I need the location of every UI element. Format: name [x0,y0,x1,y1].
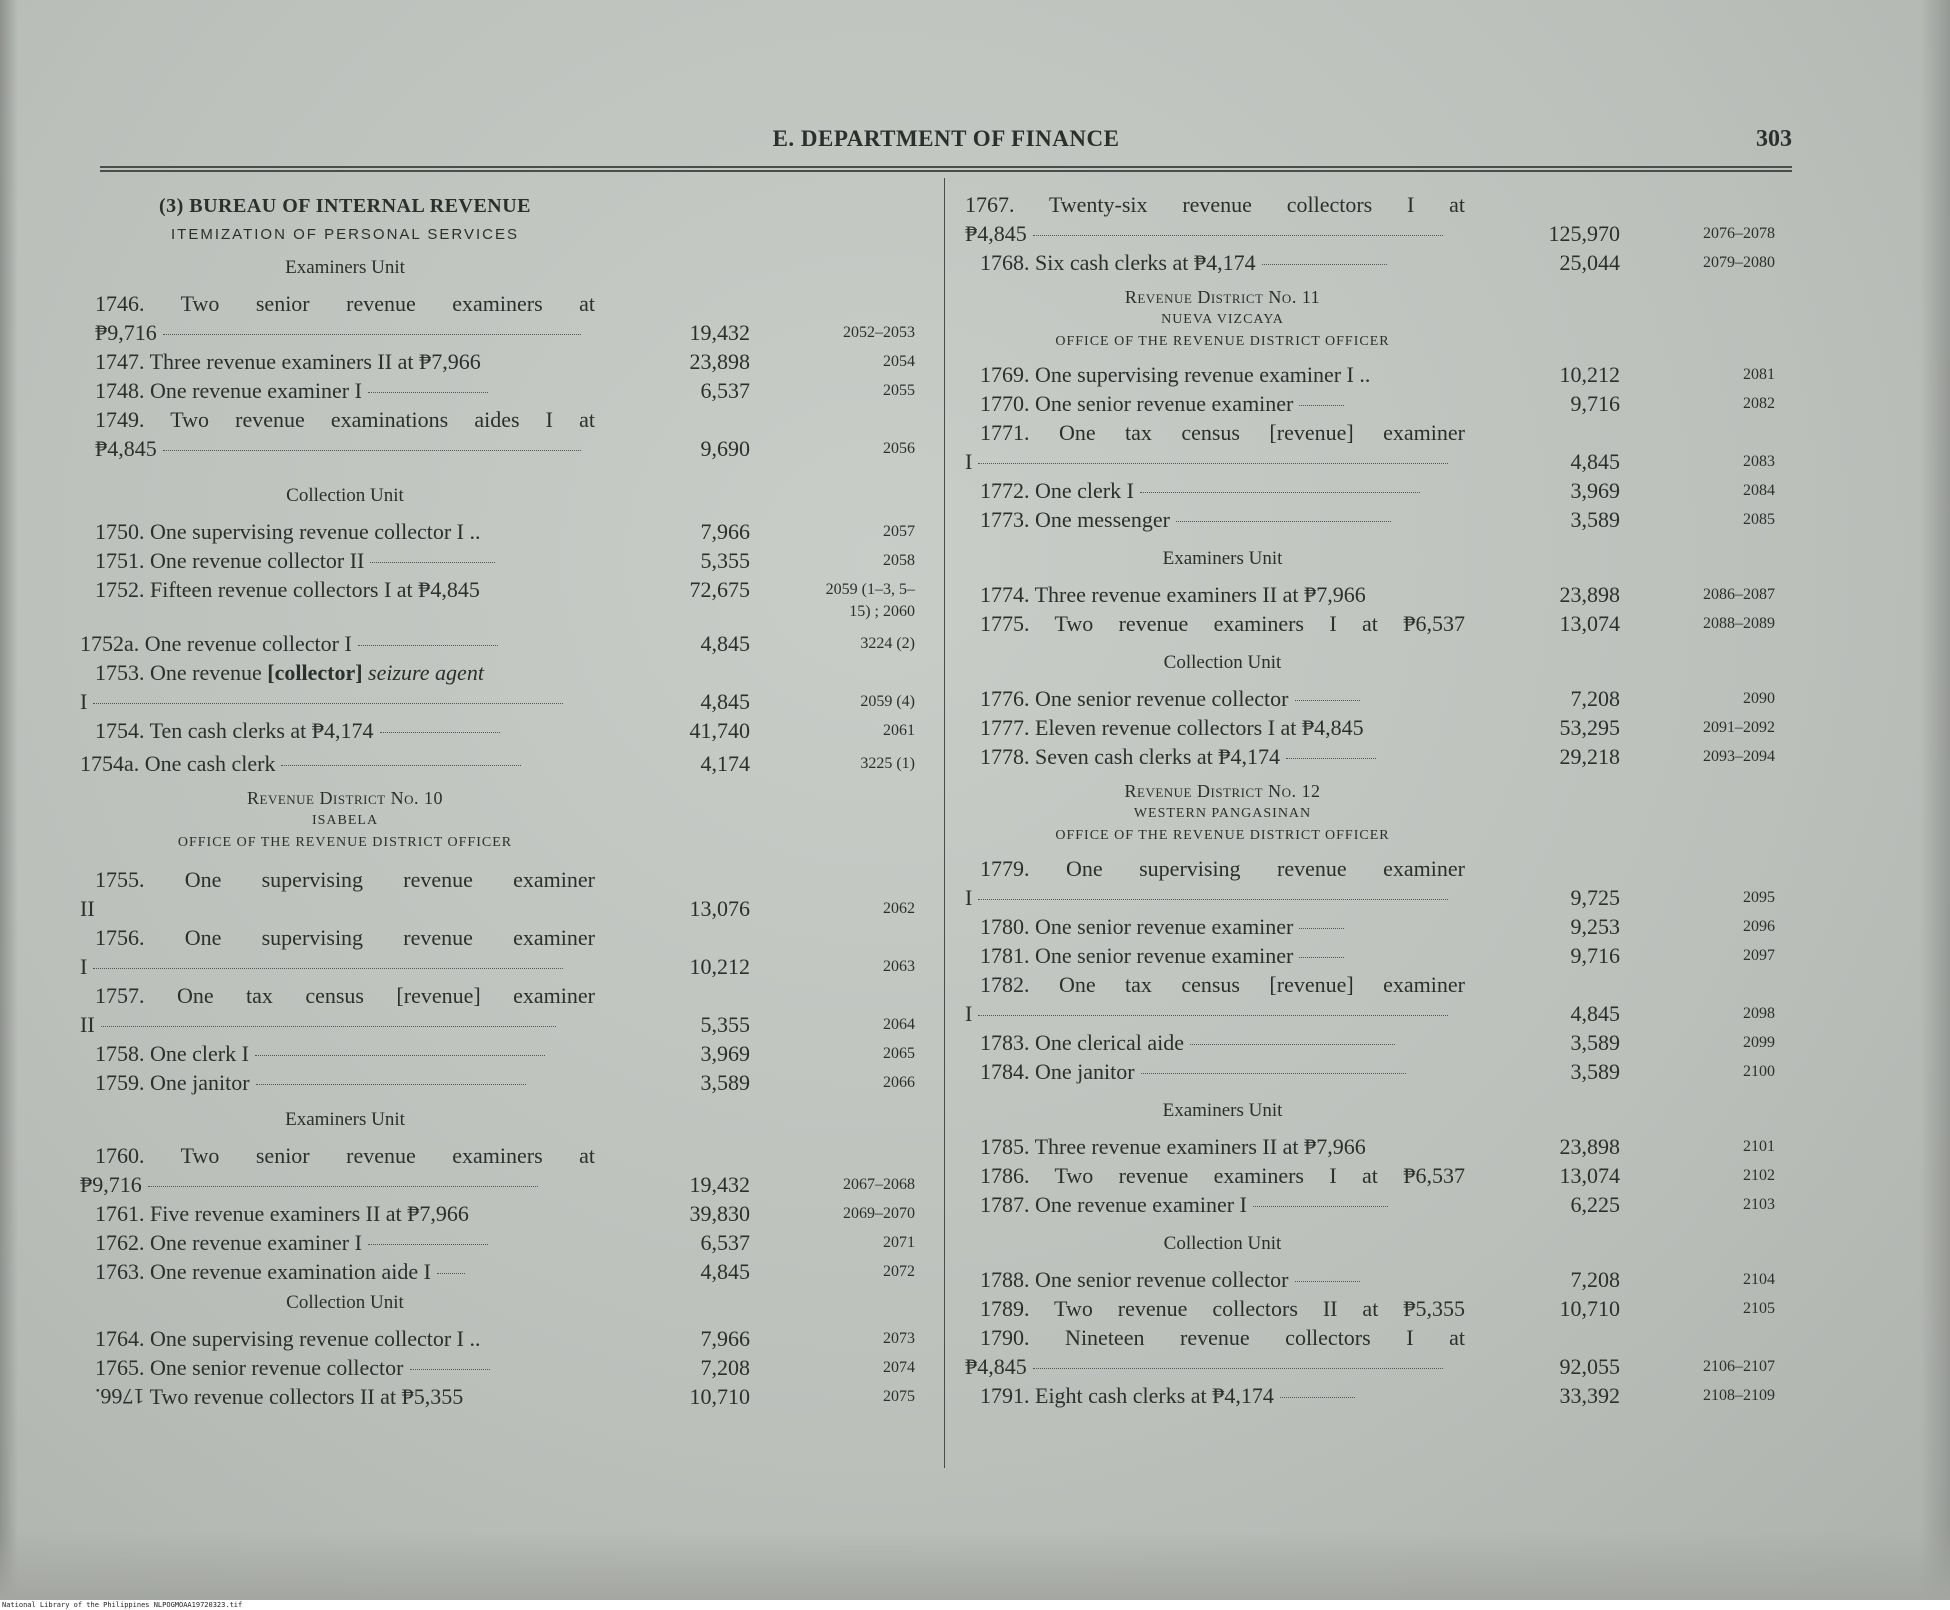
item-reference: 2059 (4) [860,693,915,710]
item-description: Two revenue collectors II at ₱5,355 [144,1384,464,1409]
item-reference: 2056 [883,440,915,457]
item-reference: 2058 [883,552,915,569]
line-item [95,517,915,546]
section-title: (3) BUREAU OF INTERNAL REVENUE [158,195,532,217]
item-description: 1757. One tax census [revenue] examiner [95,983,595,1008]
item-amount: 3,589 [1570,1059,1620,1084]
header-rule-bottom [100,170,1792,172]
line-item [965,912,1775,941]
leader-dots [1299,928,1344,929]
district-heading: Revenue District No. 12 [1124,781,1321,801]
item-description: 1751. One revenue collector II [95,548,365,573]
item-description: 1759. One janitor [95,1070,250,1095]
leader-dots [1033,235,1443,236]
item-description: 1787. One revenue examiner I [980,1192,1247,1217]
item-description: 1774. Three revenue examiners II at ₱7,966 [980,582,1366,607]
item-amount: 3,589 [1570,507,1620,532]
item-description: 1754a. One cash clerk [80,751,276,776]
item-description: 1748. One revenue examiner I [95,378,362,403]
item-description: 1778. Seven cash clerks at ₱4,174 [980,744,1280,769]
page-edge-shadow-right [1920,0,1950,1600]
line-item [965,742,1775,771]
line-item [95,1068,915,1097]
item-description: 1763. One revenue examination aide I [95,1259,431,1284]
line-item [95,716,915,745]
line-item [95,1257,915,1286]
leader-dots [978,463,1448,464]
item-amount: 23,898 [1559,582,1620,607]
item-reference: 3224 (2) [860,635,915,652]
item-description: 1755. One supervising revenue examiner [95,867,595,892]
leader-dots [1190,1044,1395,1045]
item-description: 1767. Twenty-six revenue collectors I at [965,192,1465,217]
line-item [965,190,1775,248]
leader-dots [163,334,581,335]
item-amount: 13,074 [1559,1163,1620,1188]
unit-heading: Collection Unit [1163,652,1282,673]
item-reference: 2054 [883,353,915,370]
leader-dots [380,732,500,733]
item-description: 1752. Fifteen revenue collectors I at ₱4,845 [95,577,480,602]
page-number: 303 [1756,126,1792,152]
leader-dots [978,1015,1448,1016]
item-reference: 2096 [1743,918,1775,935]
line-item [965,1323,1775,1381]
line-item [95,1039,915,1068]
line-item [80,981,915,1039]
line-item [95,1353,915,1382]
line-item [965,854,1775,912]
item-amount: 125,970 [1548,221,1620,246]
item-reference: 2100 [1743,1063,1775,1080]
scan-footer-text: National Library of the Philippines NLPOGMOAA19720323.tif [2,1601,243,1609]
item-reference: 2108–2109 [1703,1387,1775,1404]
item-amount: 23,898 [689,349,750,374]
item-reference: 2086–2087 [1703,586,1775,603]
item-amount: 4,845 [1570,449,1620,474]
item-description: 1750. One supervising revenue collector I .. [95,519,481,544]
line-item [965,418,1775,476]
line-item [965,1132,1775,1161]
leader-dots [93,703,563,704]
item-amount: 7,208 [1570,686,1620,711]
item-description: 1770. One senior revenue examiner [980,391,1294,416]
unit-heading: Examiners Unit [1162,548,1283,569]
leader-dots [256,1084,526,1085]
district-place: ISABELA [311,813,379,828]
item-reference: 2074 [883,1359,915,1376]
line-item [95,405,915,463]
line-item [965,580,1775,609]
item-reference: 2105 [1743,1300,1775,1317]
leader-dots [978,899,1448,900]
item-description-cont: I [80,689,88,714]
item-reference: 2093–2094 [1703,748,1775,765]
page-edge-shadow-left [0,0,18,1600]
leader-dots [368,392,488,393]
leader-dots [281,765,521,766]
leader-dots [1280,1397,1355,1398]
leader-dots [1033,1368,1443,1369]
item-amount: 6,537 [700,378,750,403]
item-reference: 2103 [1743,1196,1775,1213]
item-reference: 2076–2078 [1703,225,1775,242]
item-description-cont: ₱4,845 [95,436,157,461]
unit-heading: Collection Unit [286,485,404,506]
item-amount: 4,174 [700,751,750,776]
item-amount: 13,074 [1559,611,1620,636]
unit-heading: Examiners Unit [1162,1100,1283,1121]
item-description-cont: II [80,1012,95,1037]
line-item [965,713,1775,742]
section-subtitle: ITEMIZATION OF PERSONAL SERVICES [171,226,519,243]
item-description: 1789. Two revenue collectors II at ₱5,355 [980,1296,1465,1321]
italic-insertion: seizure agent [362,660,484,685]
item-reference: 2063 [883,958,915,975]
item-description: 1783. One clerical aide [980,1030,1185,1055]
item-description: 1761. Five revenue examiners II at ₱7,966 [95,1201,469,1226]
item-amount: 3,969 [1570,478,1620,503]
item-amount: 9,690 [700,436,750,461]
leader-dots [410,1369,490,1370]
item-amount: 39,830 [689,1201,750,1226]
item-description: 1790. Nineteen revenue collectors I at [980,1325,1465,1350]
leader-dots [1295,1281,1360,1282]
item-description: 1788. One senior revenue collector [980,1267,1289,1292]
item-description-cont: I [965,449,973,474]
leader-dots [101,1026,556,1027]
line-item [80,658,915,716]
item-amount: 92,055 [1559,1354,1620,1379]
item-reference: 2065 [883,1045,915,1062]
page-header [100,122,1792,162]
page-title: E. DEPARTMENT OF FINANCE [772,126,1120,151]
item-reference: 2095 [1743,889,1775,906]
item-amount: 3,589 [700,1070,750,1095]
leader-dots [1299,405,1344,406]
item-amount: 5,355 [700,548,750,573]
item-description-cont: II [80,896,95,921]
item-reference: 2066 [883,1074,915,1091]
item-reference: 2106–2107 [1703,1358,1775,1375]
item-description: 1754. Ten cash clerks at ₱4,174 [95,718,374,743]
unit-heading: Examiners Unit [285,257,405,278]
line-item [95,1199,915,1228]
item-description: 1749. Two revenue examinations aides I at [95,407,595,432]
line-item [965,505,1775,534]
item-description-cont: I [965,1001,973,1026]
item-amount: 29,218 [1559,744,1620,769]
item-amount: 7,966 [700,519,750,544]
item-amount: 7,208 [1570,1267,1620,1292]
item-amount: 4,845 [700,631,750,656]
item-amount: 72,675 [689,577,750,602]
district-office: OFFICE OF THE REVENUE DISTRICT OFFICER [177,835,513,850]
line-item [95,347,915,376]
item-amount: 23,898 [1559,1134,1620,1159]
item-reference: 2097 [1743,947,1775,964]
item-amount: 4,845 [700,689,750,714]
right-column [965,190,1775,1410]
leader-dots [1141,1073,1406,1074]
line-item [965,970,1775,1028]
item-description: 1758. One clerk I [95,1041,249,1066]
item-description: 1768. Six cash clerks at ₱4,174 [980,250,1256,275]
item-description: 1752a. One revenue collector I [80,631,352,656]
bracketed-deletion: [collector] [267,660,363,685]
item-reference: 2069–2070 [843,1205,915,1222]
item-reference: 2071 [883,1234,915,1251]
item-description: 1776. One senior revenue collector [980,686,1289,711]
line-item [95,289,915,347]
item-number-inverted: 1766. [95,1384,145,1409]
district-office: OFFICE OF THE REVENUE DISTRICT OFFICER [1055,828,1390,843]
item-amount: 5,355 [700,1012,750,1037]
item-description: 1786. Two revenue examiners I at ₱6,537 [980,1163,1465,1188]
item-reference: 2064 [883,1016,915,1033]
item-description: 1765. One senior revenue collector [95,1355,404,1380]
line-item [95,575,915,629]
item-reference: 2061 [883,722,915,739]
item-amount: 19,432 [689,1172,750,1197]
item-description-cont: ₱9,716 [95,320,157,345]
item-description-cont: ₱4,845 [965,1354,1027,1379]
leader-dots [370,562,495,563]
item-reference: 2082 [1743,395,1775,412]
item-description: 1746. Two senior revenue examiners at [95,291,595,316]
line-item [965,1381,1775,1410]
leader-dots [93,968,563,969]
item-reference-cont: 15) ; 2060 [849,603,915,620]
line-item [965,1028,1775,1057]
district-heading: Revenue District No. 11 [1124,287,1321,307]
item-description: 1782. One tax census [revenue] examiner [980,972,1465,997]
leader-dots [1299,957,1344,958]
line-item [80,923,915,981]
leader-dots [358,645,498,646]
item-description: 1777. Eleven revenue collectors I at ₱4,845 [980,715,1364,740]
scan-footer-strip [0,1600,1950,1610]
line-item [965,1190,1775,1219]
item-amount: 7,208 [700,1355,750,1380]
item-amount: 6,537 [700,1230,750,1255]
line-item [965,1294,1775,1323]
line-item [965,248,1775,277]
item-description: 1779. One supervising revenue examiner [980,856,1465,881]
leader-dots [255,1055,545,1056]
item-reference: 2101 [1743,1138,1775,1155]
line-item [965,1265,1775,1294]
item-description: 1781. One senior revenue examiner [980,943,1294,968]
leader-dots [148,1186,538,1187]
line-item [965,389,1775,418]
item-reference: 2085 [1743,511,1775,528]
item-description: 1756. One supervising revenue examiner [95,925,595,950]
item-amount: 10,212 [689,954,750,979]
item-reference: 2062 [883,900,915,917]
leader-dots [1253,1206,1388,1207]
item-amount: 10,710 [1559,1296,1620,1321]
item-description-cont: ₱9,716 [80,1172,142,1197]
item-description: 1772. One clerk I [980,478,1134,503]
line-item [80,629,915,658]
leader-dots [1295,700,1360,701]
left-column [80,190,915,1411]
item-amount: 19,432 [689,320,750,345]
district-office: OFFICE OF THE REVENUE DISTRICT OFFICER [1055,334,1390,349]
unit-heading: Collection Unit [286,1292,404,1313]
leader-dots [437,1273,465,1274]
item-description: 1762. One revenue examiner I [95,1230,362,1255]
item-reference: 2090 [1743,690,1775,707]
leader-dots [163,450,581,451]
item-reference: 2052–2053 [843,324,915,341]
leader-dots [368,1244,488,1245]
item-reference: 2088–2089 [1703,615,1775,632]
unit-heading: Collection Unit [1163,1233,1282,1254]
item-reference: 2073 [883,1330,915,1347]
item-amount: 25,044 [1559,250,1620,275]
district-place: WESTERN PANGASINAN [1133,806,1312,821]
line-item [95,546,915,575]
leader-dots [1286,758,1376,759]
leader-dots [1140,492,1420,493]
item-description: 1775. Two revenue examiners I at ₱6,537 [980,611,1465,636]
item-amount: 6,225 [1570,1192,1620,1217]
item-amount: 33,392 [1559,1383,1620,1408]
line-item [95,1324,915,1353]
item-description: 1747. Three revenue examiners II at ₱7,966 [95,349,481,374]
item-description-cont: ₱4,845 [965,221,1027,246]
item-description: 1771. One tax census [revenue] examiner [980,420,1465,445]
item-description-cont: I [80,954,88,979]
item-amount: 13,076 [689,896,750,921]
line-item [965,1057,1775,1086]
item-amount: 3,969 [700,1041,750,1066]
item-reference: 2072 [883,1263,915,1280]
item-reference: 2099 [1743,1034,1775,1051]
line-item [80,1141,915,1199]
item-reference: 2079–2080 [1703,254,1775,271]
column-divider [944,178,945,1468]
item-amount: 9,716 [1570,943,1620,968]
item-amount: 9,253 [1570,914,1620,939]
line-item [965,476,1775,505]
item-description: 1785. Three revenue examiners II at ₱7,966 [980,1134,1366,1159]
line-item [965,1161,1775,1190]
item-reference: 2104 [1743,1271,1775,1288]
item-amount: 9,716 [1570,391,1620,416]
item-reference: 2091–2092 [1703,719,1775,736]
item-reference: 2075 [883,1388,915,1405]
item-description: 1784. One janitor [980,1059,1135,1084]
item-description: 1753. One revenue [95,660,268,685]
item-reference: 3225 (1) [860,755,915,772]
item-description: 1773. One messenger [980,507,1171,532]
line-item [965,609,1775,638]
item-amount: 10,212 [1559,362,1620,387]
item-reference: 2098 [1743,1005,1775,1022]
line-item [95,1228,915,1257]
unit-heading: Examiners Unit [285,1109,405,1130]
item-amount: 9,725 [1570,885,1620,910]
item-reference: 2067–2068 [843,1176,915,1193]
leader-dots [1176,521,1391,522]
item-description: 1764. One supervising revenue collector I .. [95,1326,481,1351]
line-item [965,684,1775,713]
item-amount: 4,845 [1570,1001,1620,1026]
district-heading: Revenue District No. 10 [247,788,443,808]
item-reference: 2102 [1743,1167,1775,1184]
line-item [965,941,1775,970]
item-reference: 2084 [1743,482,1775,499]
item-description: 1780. One senior revenue examiner [980,914,1294,939]
item-reference: 2055 [883,382,915,399]
item-reference: 2083 [1743,453,1775,470]
item-description: 1760. Two senior revenue examiners at [95,1143,595,1168]
item-amount: 7,966 [700,1326,750,1351]
page-edge-shadow-bottom [0,1530,1950,1600]
item-reference: 2081 [1743,366,1775,383]
item-amount: 4,845 [700,1259,750,1284]
line-item [95,376,915,405]
line-item [965,360,1775,389]
line-item [80,865,915,923]
item-reference: 2057 [883,523,915,540]
item-description-cont: I [965,885,973,910]
item-reference: 2059 (1–3, 5– [825,581,915,598]
district-place: NUEVA VIZCAYA [1161,312,1284,327]
item-description: 1791. Eight cash clerks at ₱4,174 [980,1383,1274,1408]
leader-dots [1262,264,1387,265]
line-item [95,1382,915,1411]
item-amount: 41,740 [689,718,750,743]
header-rule-top [100,166,1792,168]
item-amount: 10,710 [689,1384,750,1409]
item-amount: 53,295 [1559,715,1620,740]
item-description: 1769. One supervising revenue examiner I .. [980,362,1371,387]
item-amount: 3,589 [1570,1030,1620,1055]
line-item [80,749,915,778]
